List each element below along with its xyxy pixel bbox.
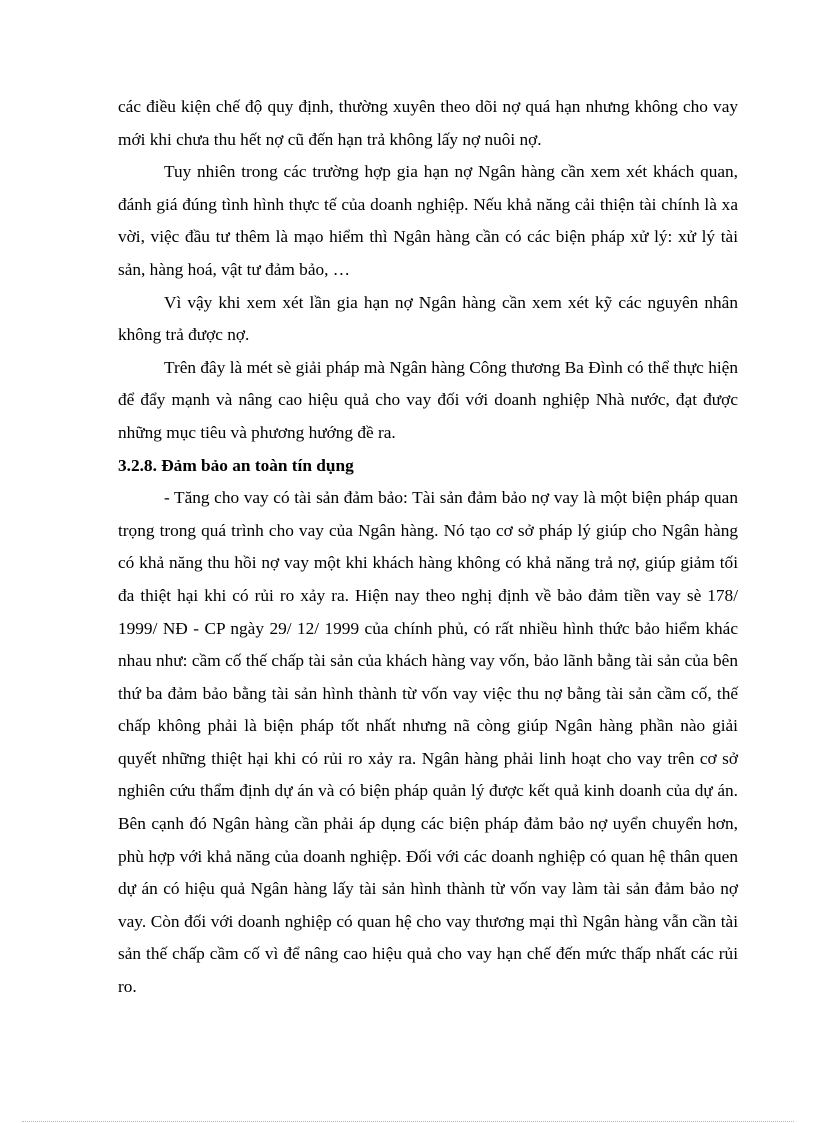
page-bottom-divider bbox=[22, 1121, 794, 1122]
paragraph-solutions-summary: Trên đây là mét sè giải pháp mà Ngân hàng Công thương Ba Đình có thể thực hiện để đẩy mạnh và nâng cao hiệu quả cho vay đối với doanh nghiệp Nhà nước, đạt được những mục tiêu và phương hướng đề ra. bbox=[118, 357, 738, 442]
paragraph-debt-extension: Tuy nhiên trong các trường hợp gia hạn nợ Ngân hàng cần xem xét khách quan, đánh giá đúng tình hình thực tế của doanh nghiệp. Nếu khả năng cải thiện tài chính là xa vời, việc đầu tư thêm là mạo hiểm thì Ngân hàng cần có các biện pháp xử lý: xử lý tài sản, hàng hoá, vật tư đảm bảo, … bbox=[118, 162, 738, 279]
section-heading: 3.2.8. Đảm bảo an toàn tín dụng bbox=[118, 455, 354, 475]
document-body bbox=[118, 91, 738, 1004]
paragraph-review-causes: Vì vậy khi xem xét lần gia hạn nợ Ngân hàng cần xem xét kỹ các nguyên nhân không trả được nợ. bbox=[118, 292, 738, 345]
paragraph-continued: các điều kiện chế độ quy định, thường xuyên theo dõi nợ quá hạn nhưng không cho vay mới khi chưa thu hết nợ cũ đến hạn trả không lấy nợ nuôi nợ. bbox=[118, 97, 738, 149]
paragraph-collateral: - Tăng cho vay có tài sản đảm bảo: Tài sản đảm bảo nợ vay là một biện pháp quan trọng trong quá trình cho vay của Ngân hàng. Nó tạo cơ sở pháp lý giúp cho Ngân hàng có khả năng thu hồi nợ vay một khi khách hàng không có khả năng trả nợ, giúp giảm tối đa thiệt hại khi có rủi ro xảy ra. Hiện nay theo nghị định về bảo đảm tiền vay sè 178/ 1999/ NĐ - CP ngày 29/ 12/ 1999 của chính phủ, có rất nhiều hình thức bảo hiểm khác nhau như: cầm cố thế chấp tài sản của khách hàng vay vốn, bảo lãnh bằng tài sản của bên thứ ba đảm bảo bằng tài sản hình thành từ vốn vay việc thu nợ bằng tài sản cầm cố, thế chấp không phải là biện pháp tốt nhất nhưng nã còng giúp Ngân hàng phần nào giải quyết những thiệt hại khi có rủi ro xảy ra. Ngân hàng phải linh hoạt cho vay trên cơ sở nghiên cứu thẩm định dự án và có biện pháp quản lý được kết quả kinh doanh của dự án. Bên cạnh đó Ngân hàng cần phải áp dụng các biện pháp đảm bảo nợ uyển chuyển hơn, phù hợp với khả năng của doanh nghiệp. Đối với các doanh nghiệp có quan hệ thân quen dự án có hiệu quả Ngân hàng lấy tài sản hình thành từ vốn vay làm tài sản đảm bảo nợ vay. Còn đối với doanh nghiệp có quan hệ cho vay thương mại thì Ngân hàng vẫn cần tài sản thế chấp cầm cố vì để nâng cao hiệu quả cho vay hạn chế đến mức thấp nhất các rủi ro. bbox=[118, 488, 738, 997]
